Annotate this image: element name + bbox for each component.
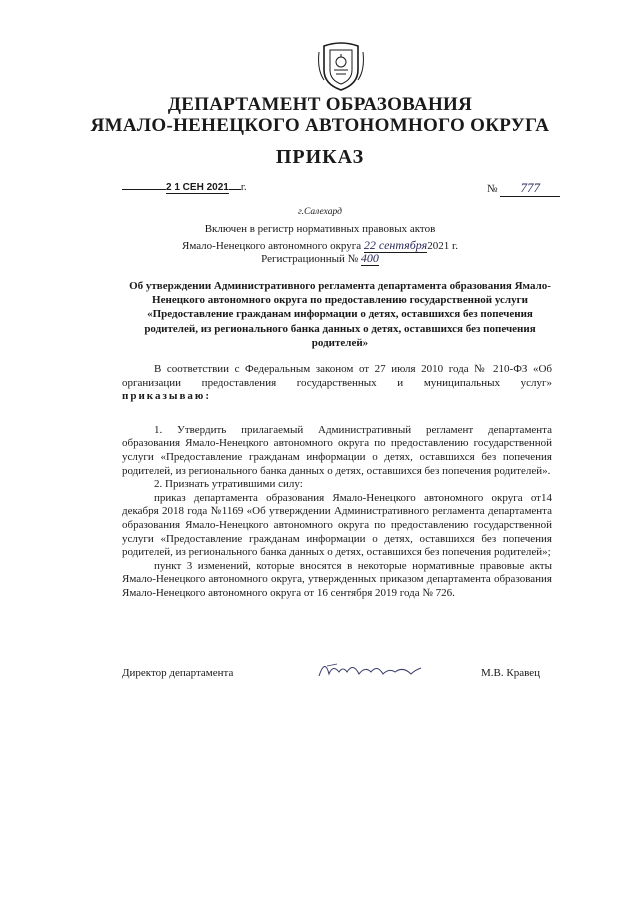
signatory-name: М.В. Кравец: [481, 667, 540, 679]
item-2a: приказ департамента образования Ямало-Ненецкого автономного округа от14 декабря 2018 года №1169 «Об утверждении Административного регламента департамента образования Ямало-Ненецкого автономного округа по предоставлению государственной услуги «Предоставление гражданам информации о детях, оставшихся без попечения родителей, из регионального банка данных о детях, оставшихся без попечения родителей»;: [122, 491, 552, 559]
command-word: приказываю:: [122, 390, 211, 403]
department-title-line1: ДЕПАРТАМЕНТ ОБРАЗОВАНИЯ: [167, 94, 473, 115]
registry-line3: Регистрационный № 400: [261, 251, 379, 265]
item-1: 1. Утвердить прилагаемый Административный регламент департамента образования Ямало-Ненецкого автономного округа по предоставлению государственной услуги «Предоставление гражданам информации о детях, оставшихся без попечения родителей, из регионального банка данных о детях, оставшихся без попечения родителей».: [122, 423, 552, 477]
number-value: 777: [500, 180, 560, 197]
document-body: [122, 363, 552, 601]
item-2: 2. Признать утратившими силу:: [154, 478, 303, 491]
registry-line1: Включен в регистр нормативных правовых актов: [204, 223, 436, 235]
date-stamp: 2 1 СЕН 2021: [166, 182, 229, 193]
department-title-line2: ЯМАЛО-НЕНЕЦКОГО АВТОНОМНОГО ОКРУГА: [90, 115, 550, 136]
document-subject: Об утверждении Административного регламента департамента образования Ямало-Ненецкого автономного округа по предоставлению государственной услуги «Предоставление гражданам информации о детях, оставшихся без попечения родителей, из регионального банка данных о детях, оставшихся без попечения родителей»: [129, 280, 551, 349]
city: г.Салехард: [298, 207, 342, 217]
handwritten-signature: [315, 654, 425, 684]
signatory-position: Директор департамента: [122, 667, 234, 679]
document-date: 2 1 СЕН 2021 г.: [122, 182, 247, 194]
preamble: В соответствии с Федеральным законом от 27 июля 2010 года № 210-ФЗ «Об организации предоставления государственных и муниципальных услуг» приказываю:: [122, 363, 552, 403]
document-number: № 777: [487, 180, 560, 197]
registry-line2: Ямало-Ненецкого автономного округа 22 сентября2021 г.: [181, 238, 458, 252]
document-type: ПРИКАЗ: [275, 146, 365, 168]
coat-of-arms-icon: [316, 40, 366, 92]
registry-number-handwritten: 400: [360, 251, 379, 265]
registry-date-handwritten: 22 сентября: [363, 238, 428, 252]
item-2b: пункт 3 изменений, которые вносятся в некоторые нормативные правовые акты Ямало-Ненецкого автономного округа, утвержденных приказом департамента образования Ямало-Ненецкого автономного округа от 16 сентября 2019 года № 726.: [122, 559, 552, 599]
